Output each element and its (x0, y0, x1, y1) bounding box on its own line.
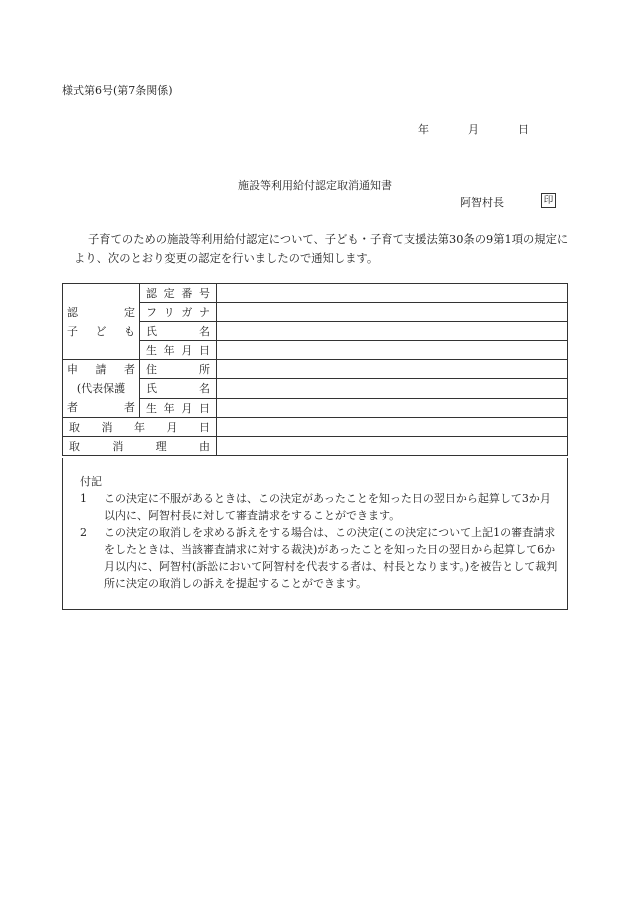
field-label-child-name: 氏 名 (140, 322, 217, 341)
field-label-furigana: フ リ ガ ナ (140, 303, 217, 322)
field-value-child-birthdate[interactable] (217, 341, 568, 360)
field-value-applicant-name[interactable] (217, 379, 568, 398)
sender-name: 阿智村長 (460, 196, 504, 209)
note-text: この決定に不服があるときは、この決定があったことを知った日の翌日から起算して3か月以内に、阿智村長に対して審査請求をすることができます。 (104, 492, 551, 522)
table-row (63, 418, 568, 437)
field-label-child-birthdate: 生 年 月 日 (140, 341, 217, 360)
field-label-applicant-birthdate: 生 年 月 日 (140, 398, 217, 417)
notes-section (80, 473, 560, 592)
month-label: 月 (468, 123, 479, 136)
note-item: 1 この決定に不服があるときは、この決定があったことを知った日の翌日から起算して3か月以内に、阿智村長に対して審査請求をすることができます。 (80, 490, 560, 524)
field-label-cancel-reason: 取 消 理 由 (63, 437, 217, 456)
field-value-cancel-reason[interactable] (217, 437, 568, 456)
note-text: この決定の取消しを求める訴えをする場合は、この決定(この決定について上記1の審査請求をしたときは、当該審査請求に対する裁決)があったことを知った日の翌日から起算して6か月以内に、阿智村(訴訟において阿智村を代表する者は、村長となります。)を被告として裁判所に決定の取消しの訴えを提起することができます。 (104, 526, 558, 590)
table-row (63, 284, 568, 303)
table-row (63, 360, 568, 379)
field-value-address[interactable] (217, 360, 568, 379)
field-label-cert-number: 認 定 番 号 (140, 284, 217, 303)
seal-mark: 印 (541, 193, 556, 208)
field-value-child-name[interactable] (217, 322, 568, 341)
certification-table (62, 283, 568, 456)
field-label-applicant-name: 氏 名 (140, 379, 217, 398)
body-text: 子育てのための施設等利用給付認定について、子ども・子育て支援法第30条の9第1項の規定により、次のとおり変更の認定を行いましたので通知します。 (74, 233, 569, 265)
note-item: 2 この決定の取消しを求める訴えをする場合は、この決定(この決定について上記1の審査請求をしたときは、当該審査請求に対する裁決)があったことを知った日の翌日から起算して6か月以内に、阿智村(訴訟において阿智村を代表する者は、村長となります。)を被告として裁判所に決定の取消しの訴えを提起することができます。 (80, 524, 560, 592)
child-group-label: 認 定 子 ど も (63, 284, 140, 360)
field-value-applicant-birthdate[interactable] (217, 398, 568, 417)
day-label: 日 (518, 123, 529, 136)
form-number: 様式第6号(第7条関係) (62, 84, 173, 97)
document-title: 施設等利用給付認定取消通知書 (238, 179, 392, 192)
field-label-cancel-date: 取 消 年 月 日 (63, 418, 217, 437)
table-row (63, 437, 568, 456)
field-value-furigana[interactable] (217, 303, 568, 322)
year-label: 年 (418, 123, 429, 136)
field-label-address: 住 所 (140, 360, 217, 379)
field-value-cert-number[interactable] (217, 284, 568, 303)
applicant-group-label: 申 請 者 (代表保護 者 者 (63, 360, 140, 418)
field-value-cancel-date[interactable] (217, 418, 568, 437)
notes-heading: 付記 (80, 475, 102, 488)
